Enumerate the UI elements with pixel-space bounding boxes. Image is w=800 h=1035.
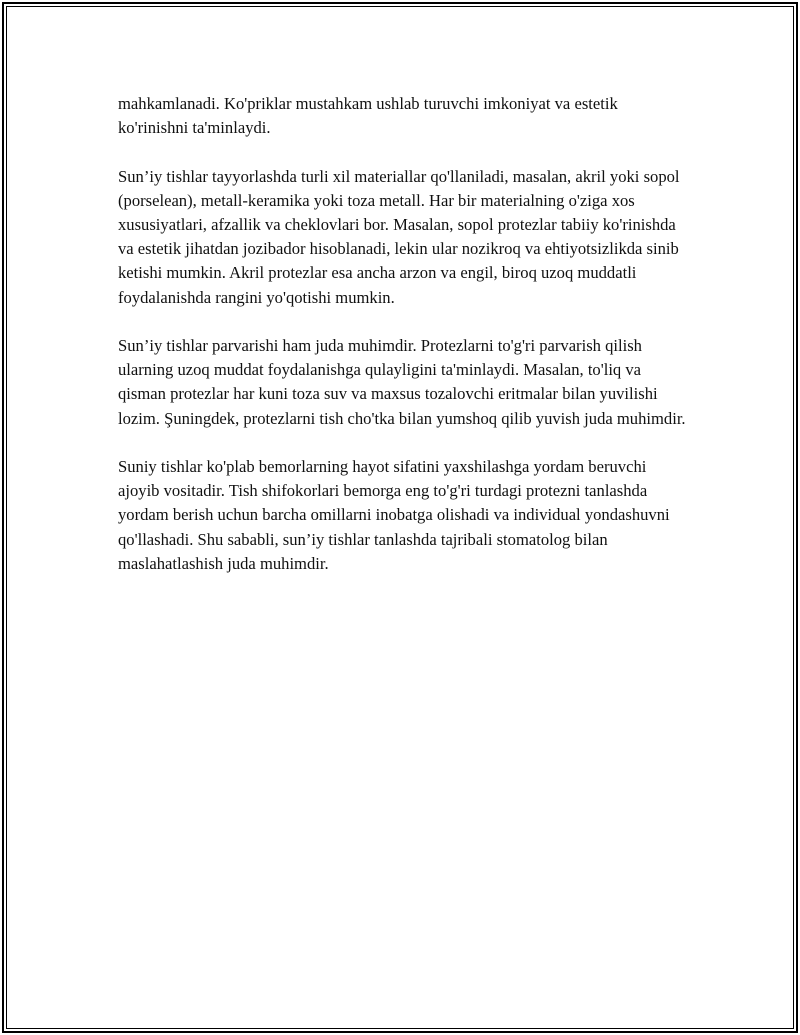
paragraph-4: Suniy tishlar ko'plab bemorlarning hayot sifatini yaxshilashga yordam beruvchi ajoyib vositadir. Tish shifokorlari bemorga eng to'g'ri turdagi protezni tanlashda yordam berish uchun barcha omillarni inobatga olishadi va individual yondashuvni qo'llashadi. Shu sababli, sun’iy tishlar tanlashda tajribali stomatolog bilan maslahatlashish juda muhimdir.: [118, 457, 670, 573]
paragraph-1: mahkamlanadi. Ko'priklar mustahkam ushlab turuvchi imkoniyat va estetik ko'rinishni ta'minlaydi.: [118, 94, 618, 138]
paragraph-3: Sun’iy tishlar parvarishi ham juda muhimdir. Protezlarni to'g'ri parvarish qilish ularning uzoq muddat foydalanishga qulayligini ta'minlaydi. Masalan, to'liq va qisman protezlar har kuni toza suv va maxsus tozalovchi eritmalar bilan yuvilishi lozim. Şuningdek, protezlarni tish cho'tka bilan yumshoq qilib yuvish juda muhimdir.: [118, 336, 686, 428]
paragraph-2: Sun’iy tishlar tayyorlashda turli xil materiallar qo'llaniladi, masalan, akril yoki sopol (porselean), metall-keramika yoki toza metall. Har bir materialning o'ziga xos xususiyatlari, afzallik va cheklovlari bor. Masalan, sopol protezlar tabiiy ko'rinishda va estetik jihatdan jozibador hisoblanadi, lekin ular nozikroq va ehtiyotsizlikda sinib ketishi mumkin. Akril protezlar esa ancha arzon va engil, biroq uzoq muddatli foydalanishda rangini yo'qotishi mumkin.: [118, 166, 680, 307]
document-body: [118, 92, 688, 600]
